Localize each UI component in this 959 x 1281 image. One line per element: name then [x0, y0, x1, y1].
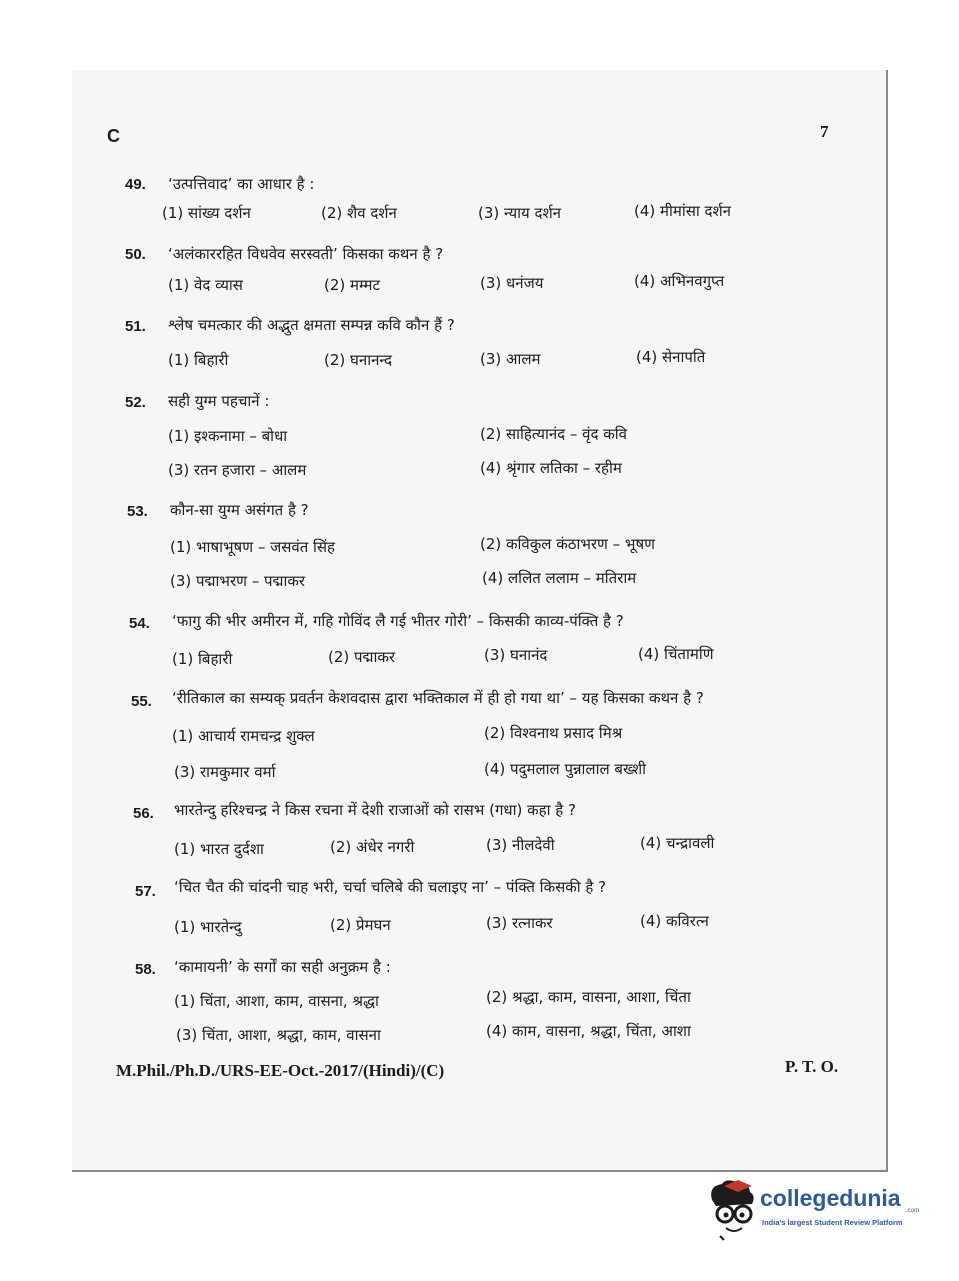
- option: (3) घनानंद: [484, 646, 548, 664]
- question-text: ‘उत्पत्तिवाद’ का आधार है :: [168, 175, 315, 193]
- question-text: श्लेष चमत्कार की अद्भुत क्षमता सम्पन्न कवि कौन हैं ?: [168, 316, 455, 334]
- option: (2) विश्वनाथ प्रसाद मिश्र: [484, 724, 623, 742]
- option: (1) आचार्य रामचन्द्र शुक्ल: [172, 727, 315, 745]
- question-number: 57.: [135, 883, 156, 900]
- option: (2) अंधेर नगरी: [330, 838, 415, 856]
- option: (1) बिहारी: [168, 351, 229, 369]
- question-text: सही युग्म पहचानें :: [168, 392, 270, 410]
- option: (4) कविरत्न: [640, 912, 709, 930]
- option: (3) न्याय दर्शन: [478, 204, 561, 222]
- option: (3) धनंजय: [480, 274, 544, 292]
- option: (4) चन्द्रावली: [640, 834, 715, 852]
- question-number: 55.: [131, 693, 152, 710]
- option: (3) चिंता, आशा, श्रद्धा, काम, वासना: [176, 1026, 381, 1044]
- question-number: 50.: [125, 246, 146, 263]
- question-text: ‘अलंकाररहित विधवेव सरस्वती’ किसका कथन है ?: [168, 245, 444, 263]
- option: (1) बिहारी: [172, 650, 233, 668]
- question-text: ‘कामायनी’ के सर्गों का सही अनुक्रम है :: [174, 958, 391, 976]
- option: (3) रत्नाकर: [486, 914, 553, 932]
- option: (4) पदुमलाल पुन्नालाल बख्शी: [484, 760, 647, 778]
- option: (2) श्रद्धा, काम, वासना, आशा, चिंता: [486, 988, 691, 1006]
- option: (2) कविकुल कंठाभरण – भूषण: [480, 535, 655, 553]
- question-number: 49.: [125, 176, 146, 193]
- option: (3) पद्माभरण – पद्माकर: [170, 572, 306, 590]
- option: (2) साहित्यानंद – वृंद कवि: [480, 425, 627, 443]
- exam-code: M.Phil./Ph.D./URS-EE-Oct.-2017/(Hindi)/(C): [116, 1061, 445, 1080]
- brand-tagline: India's largest Student Review Platform: [762, 1218, 903, 1227]
- option: (3) आलम: [480, 350, 541, 368]
- pto-label: P. T. O.: [785, 1057, 839, 1076]
- question-number: 51.: [125, 318, 146, 335]
- option: (2) पद्माकर: [328, 648, 396, 666]
- option: (1) वेद व्यास: [168, 276, 243, 294]
- question-text: ‘रीतिकाल का सम्यक् प्रवर्तन केशवदास द्वारा भक्तिकाल में ही हो गया था’ – यह किसका कथन है ?: [172, 689, 704, 707]
- option: (2) शैव दर्शन: [321, 204, 397, 222]
- option: (1) भारत दुर्दशा: [174, 840, 264, 858]
- option: (1) सांख्य दर्शन: [162, 204, 251, 222]
- option: (4) सेनापति: [636, 348, 706, 366]
- question-text: भारतेन्दु हरिश्चन्द्र ने किस रचना में देशी राजाओं को रासभ (गधा) कहा है ?: [174, 801, 576, 819]
- option: (4) मीमांसा दर्शन: [634, 202, 732, 220]
- brand-name: collegedunia: [760, 1185, 901, 1211]
- option: (4) अभिनवगुप्त: [634, 272, 725, 290]
- option: (1) भाषाभूषण – जसवंत सिंह: [170, 538, 336, 556]
- option: (4) ललित ललाम – मतिराम: [482, 569, 637, 587]
- set-code: C: [107, 126, 120, 146]
- option: (4) श्रृंगार लतिका – रहीम: [480, 459, 622, 477]
- question-text: कौन-सा युग्म असंगत है ?: [170, 501, 309, 519]
- question-text: ‘चित चैत की चांदनी चाह भरी, चर्चा चलिबे की चलाइए ना’ – पंक्ति किसकी है ?: [174, 878, 607, 896]
- question-number: 58.: [135, 961, 156, 978]
- option: (3) नीलदेवी: [486, 836, 555, 854]
- question-number: 52.: [125, 394, 146, 411]
- question-number: 56.: [133, 805, 154, 822]
- page-number: 7: [820, 122, 829, 141]
- option: (1) इश्कनामा – बोधा: [168, 427, 288, 445]
- option: (2) घनानन्द: [324, 351, 393, 369]
- option: (4) काम, वासना, श्रद्धा, चिंता, आशा: [486, 1022, 691, 1040]
- question-number: 53.: [127, 503, 148, 520]
- brand-domain: .com: [906, 1208, 920, 1214]
- option: (3) रतन हजारा – आलम: [168, 461, 307, 479]
- option: (4) चिंतामणि: [638, 645, 714, 663]
- question-text: ‘फागु की भीर अमीरन में, गहि गोविंद लै गई भीतर गोरी’ – किसकी काव्य-पंक्ति है ?: [172, 612, 624, 630]
- student-mascot-icon: [702, 1178, 760, 1242]
- question-number: 54.: [129, 615, 150, 632]
- option: (3) रामकुमार वर्मा: [174, 763, 276, 781]
- option: (2) मम्मट: [324, 276, 381, 294]
- option: (1) भारतेन्दु: [174, 918, 242, 936]
- option: (1) चिंता, आशा, काम, वासना, श्रद्धा: [174, 992, 379, 1010]
- option: (2) प्रेमघन: [330, 916, 391, 934]
